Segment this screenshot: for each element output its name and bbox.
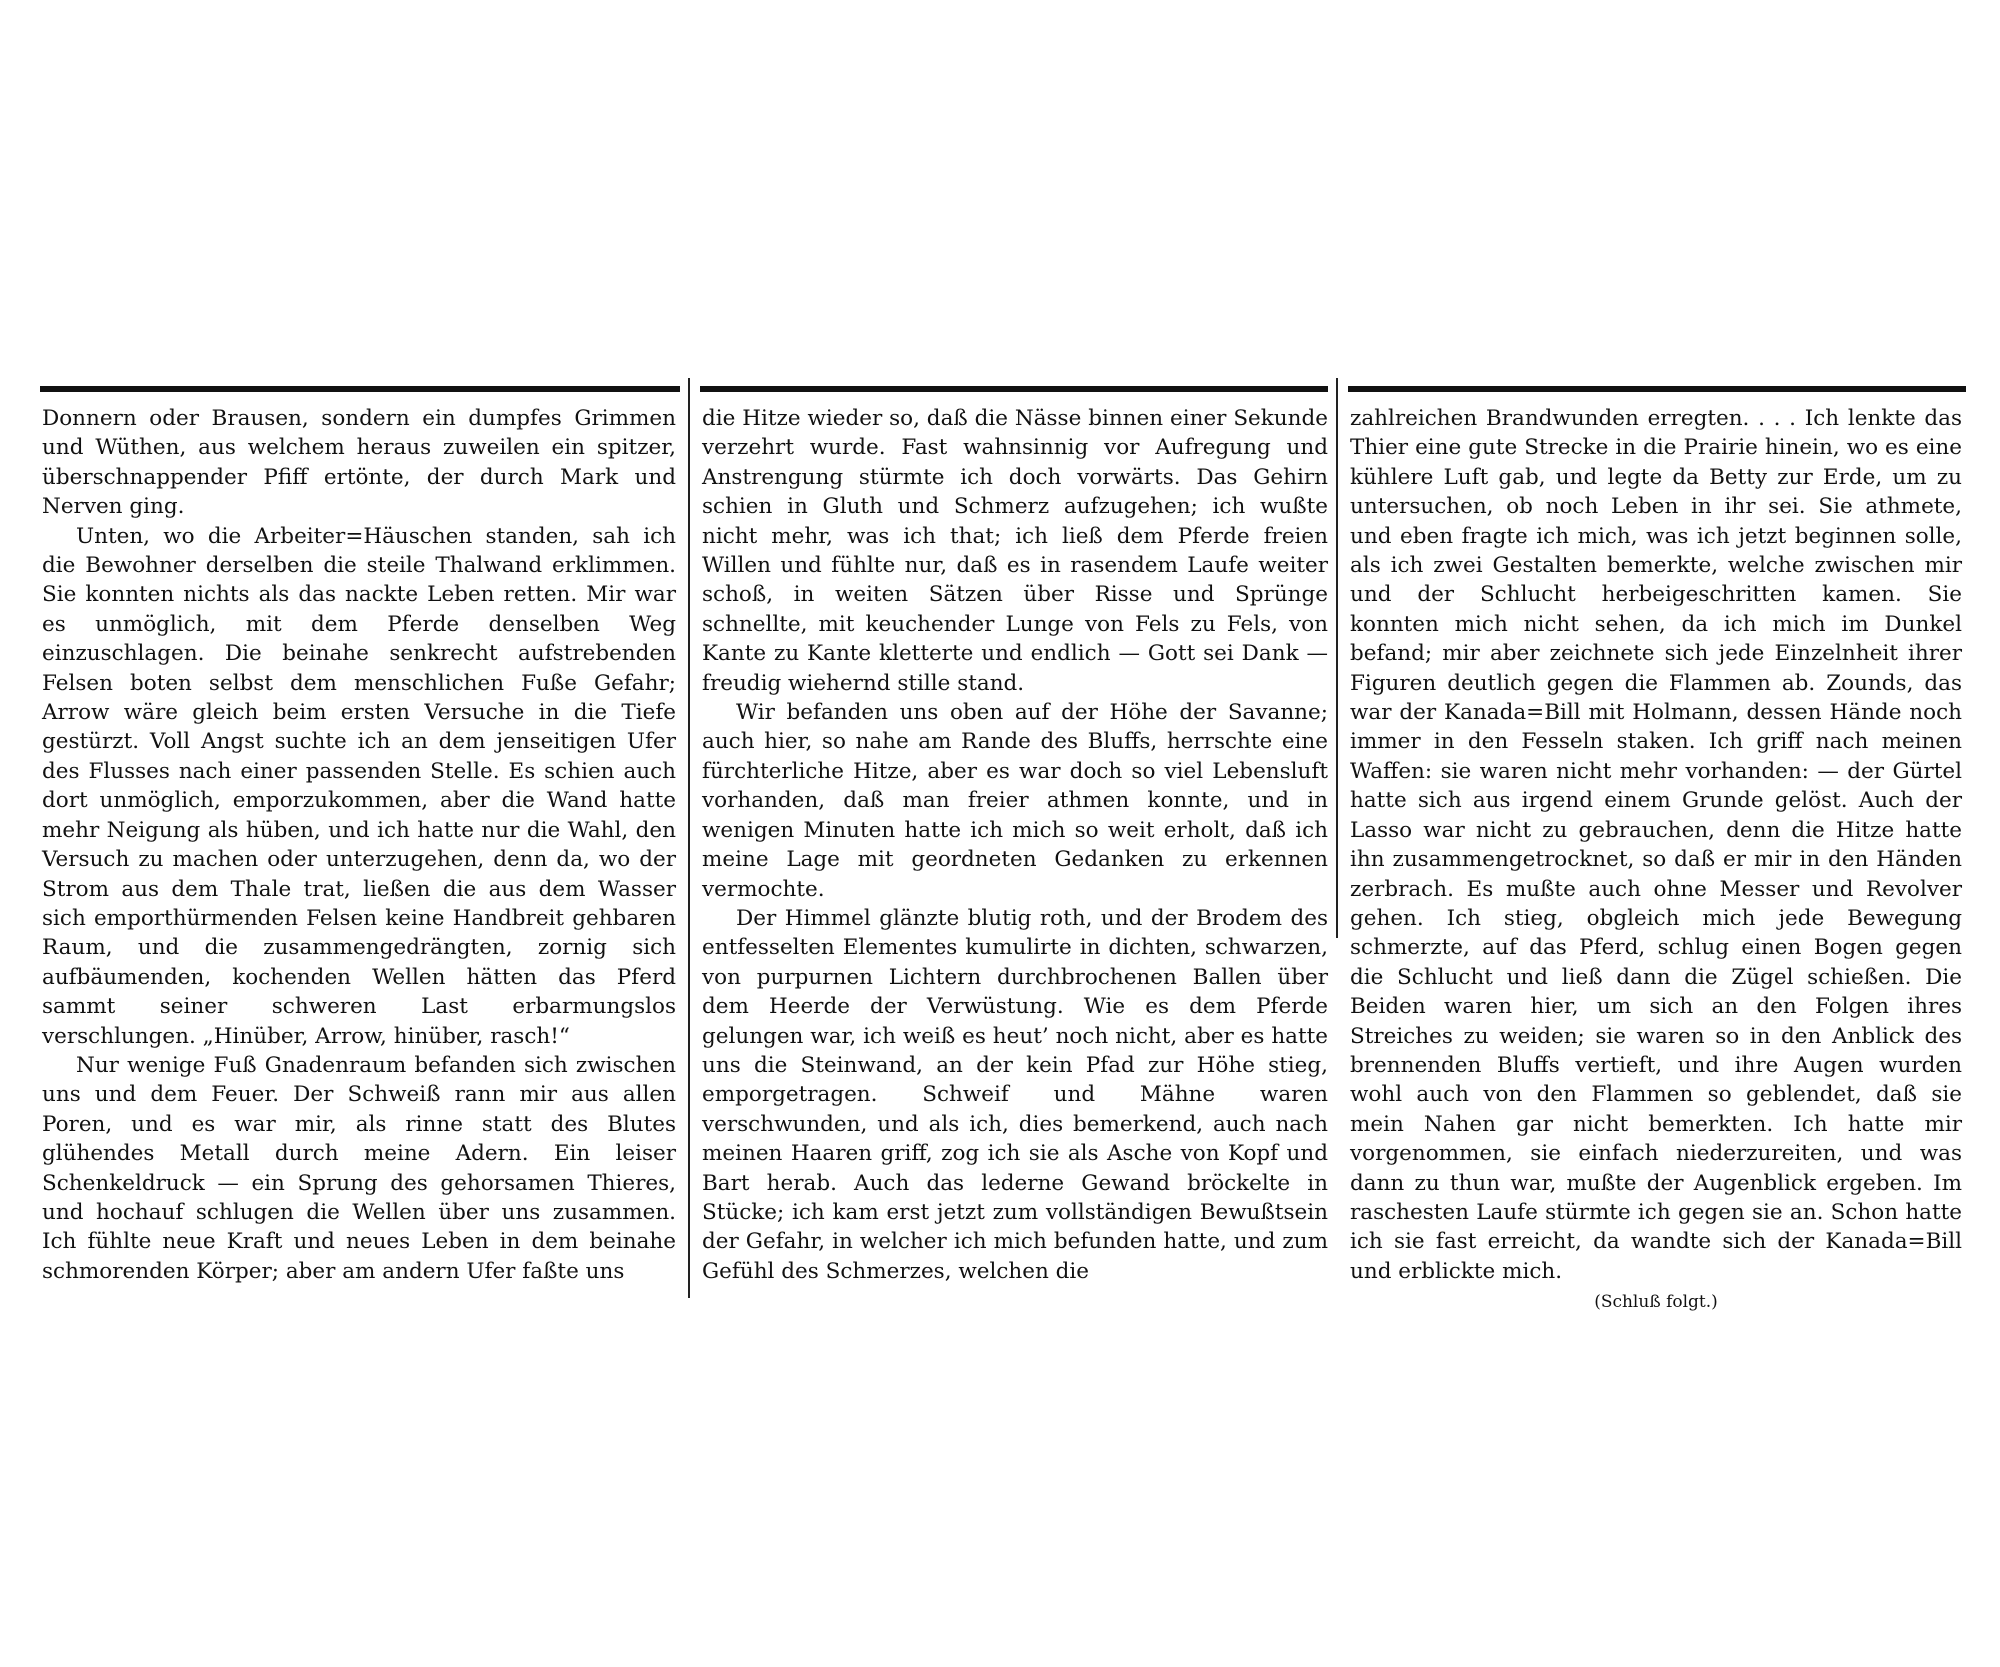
paragraph: Wir befanden uns oben auf der Höhe der Savanne; auch hier, so nahe am Rande des Bluffs, herrschte eine fürchterliche Hitze, aber es war doch so viel Lebensluft vorhanden, daß man freier athmen konnte, und in wenigen Minuten hatte ich mich so weit erholt, daß ich meine Lage mit geordneten Gedanken zu erkennen vermochte.	[702, 700, 1328, 902]
text-column-2	[702, 404, 1328, 1286]
column-divider	[1336, 378, 1338, 938]
paragraph: Nur wenige Fuß Gnadenraum befanden sich zwischen uns und dem Feuer. Der Schweiß rann mir aus allen Poren, und es war mir, als rinne statt des Blutes glühendes Metall durch meine Adern. Ein leiser Schenkeldruck — ein Sprung des gehorsamen Thieres, und hochauf schlugen die Wellen über uns zusammen. Ich fühlte neue Kraft und neues Leben in dem beinahe schmorenden Körper; aber am andern Ufer faßte uns	[42, 1052, 676, 1284]
text-column-1	[42, 404, 676, 1286]
paragraph: Der Himmel glänzte blutig roth, und der Brodem des entfesselten Elementes kumulirte in dichten, schwarzen, von purpurnen Lichtern durchbrochenen Ballen über dem Heerde der Verwüstung. Wie es dem Pferde gelungen war, ich weiß es heut’ noch nicht, aber es hatte uns die Steinwand, an der kein Pfad zur Höhe stieg, emporgetragen. Schweif und Mähne waren verschwunden, und als ich, dies bemerkend, auch nach meinen Haaren griff, zog ich sie als Asche von Kopf und Bart herab. Auch das lederne Gewand bröckelte in Stücke; ich kam erst jetzt zum vollständigen Bewußtsein der Gefahr, in welcher ich mich befunden hatte, und zum Gefühl des Schmerzes, welchen die	[702, 905, 1328, 1284]
text-column-3	[1350, 404, 1962, 1286]
column-top-rule	[1348, 386, 1966, 392]
paragraph: Donnern oder Brausen, sondern ein dumpfes Grimmen und Wüthen, aus welchem heraus zuweilen ein spitzer, überschnappender Pfiff ertönte, der durch Mark und Nerven ging.	[42, 406, 676, 520]
paragraph: die Hitze wieder so, daß die Nässe binnen einer Sekunde verzehrt wurde. Fast wahnsinnig vor Aufregung und Anstrengung stürmte ich doch vorwärts. Das Gehirn schien in Gluth und Schmerz aufzugehen; ich wußte nicht mehr, was ich that; ich ließ dem Pferde freien Willen und fühlte nur, daß es in rasendem Laufe weiter schoß, in weiten Sätzen über Risse und Sprünge schnellte, mit keuchender Lunge von Fels zu Fels, von Kante zu Kante kletterte und endlich — Gott sei Dank — freudig wiehernd stille stand.	[702, 406, 1328, 696]
continuation-note: (Schluß folgt.)	[1594, 1292, 1718, 1312]
column-divider	[688, 378, 690, 1298]
column-top-rule	[40, 386, 680, 392]
paragraph: Unten, wo die Arbeiter=Häuschen standen, sah ich die Bewohner derselben die steile Thalwand erklimmen. Sie konnten nichts als das nackte Leben retten. Mir war es unmöglich, mit dem Pferde denselben Weg einzuschlagen. Die beinahe senkrecht aufstrebenden Felsen boten selbst dem menschlichen Fuße Gefahr; Arrow wäre gleich beim ersten Versuche in die Tiefe gestürzt. Voll Angst suchte ich an dem jenseitigen Ufer des Flusses nach einer passenden Stelle. Es schien auch dort unmöglich, emporzukommen, aber die Wand hatte mehr Neigung als hüben, und ich hatte nur die Wahl, den Versuch zu machen oder unterzugehen, denn da, wo der Strom aus dem Thale trat, ließen die aus dem Wasser sich emporthürmenden Felsen keine Handbreit gehbaren Raum, und die zusammengedrängten, zornig sich aufbäumenden, kochenden Wellen hätten das Pferd sammt seiner schweren Last erbarmungslos verschlungen. „Hinüber, Arrow, hinüber, rasch!“	[42, 523, 676, 1049]
paragraph: zahlreichen Brandwunden erregten. . . . Ich lenkte das Thier eine gute Strecke in die Prairie hinein, wo es eine kühlere Luft gab, und legte da Betty zur Erde, um zu untersuchen, ob noch Leben in ihr sei. Sie athmete, und eben fragte ich mich, was ich jetzt beginnen solle, als ich zwei Gestalten bemerkte, welche zwischen mir und der Schlucht herbeigeschritten kamen. Sie konnten mich nicht sehen, da ich mich im Dunkel befand; mir aber zeichnete sich jede Einzelnheit ihrer Figuren deutlich gegen die Flammen ab. Zounds, das war der Kanada=Bill mit Holmann, dessen Hände noch immer in den Fesseln staken. Ich griff nach meinen Waffen: sie waren nicht mehr vorhanden: — der Gürtel hatte sich aus irgend einem Grunde gelöst. Auch der Lasso war nicht zu gebrauchen, denn die Hitze hatte ihn zusammengetrocknet, so daß er mir in den Händen zerbrach. Es mußte auch ohne Messer und Revolver gehen. Ich stieg, obgleich mich jede Bewegung schmerzte, auf das Pferd, schlug einen Bogen gegen die Schlucht und ließ dann die Zügel schießen. Die Beiden waren hier, um sich an den Folgen ihres Streiches zu weiden; sie waren so in den Anblick des brennenden Bluffs vertieft, und ihre Augen wurden wohl auch von den Flammen so geblendet, daß sie mein Nahen gar nicht bemerkten. Ich hatte mir vorgenommen, sie einfach niederzureiten, und was dann zu thun war, mußte der Augenblick ergeben. Im raschesten Laufe stürmte ich gegen sie an. Schon hatte ich sie fast erreicht, da wandte sich der Kanada=Bill und erblickte mich.	[1350, 406, 1962, 1284]
column-top-rule	[700, 386, 1328, 392]
